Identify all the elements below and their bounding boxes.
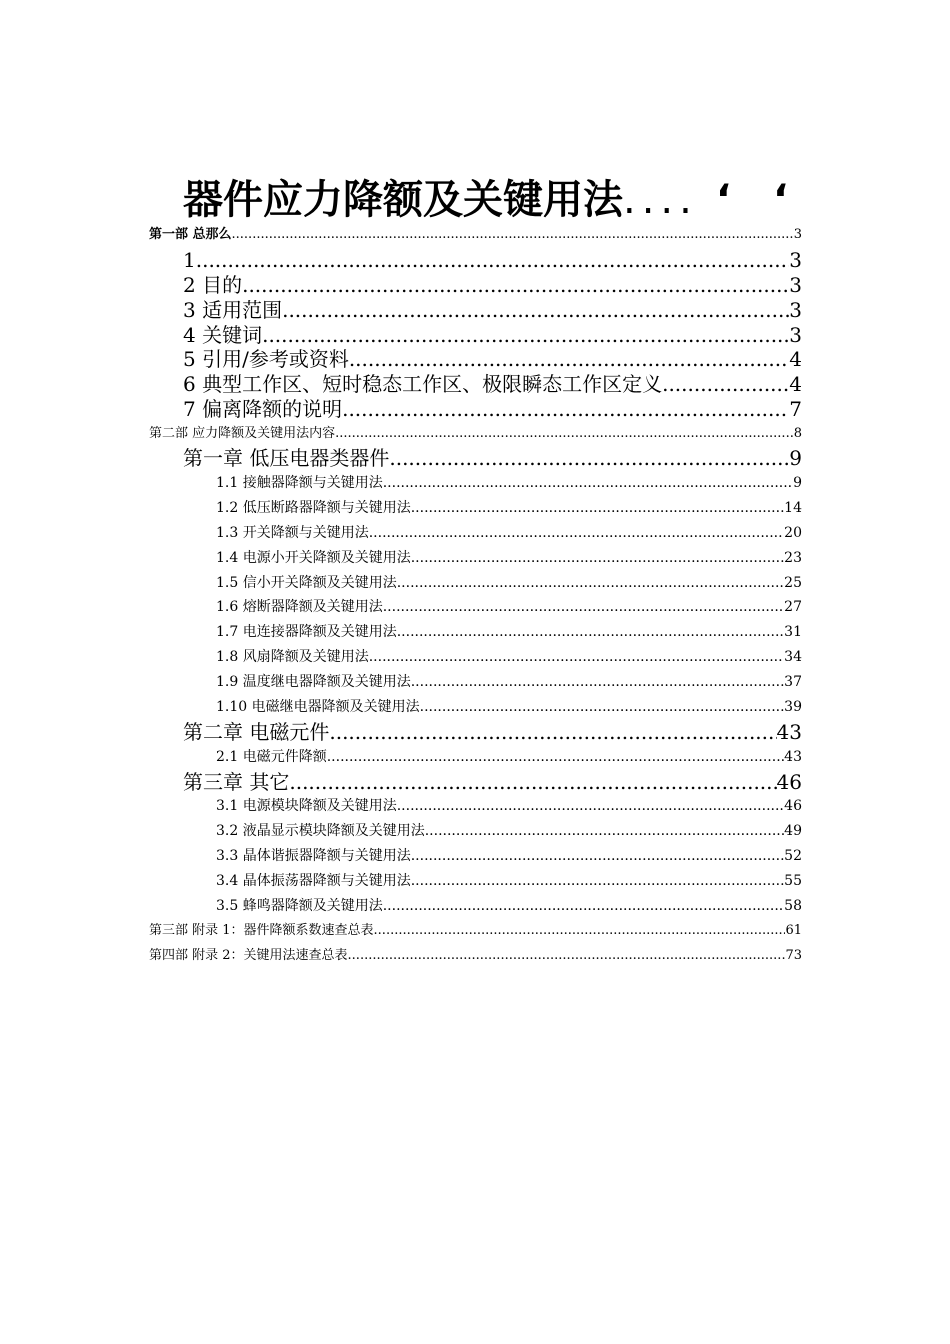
toc-entry[interactable] [216,897,802,915]
toc-entry-title: 1.7 电连接器降额及关键用法 [216,624,397,640]
toc-entry[interactable] [216,698,802,716]
toc-dot-leader [196,248,790,272]
toc-dot-leader [262,323,789,347]
toc-entry-title: 第一部 总那么 [149,227,232,242]
toc-page-number: 37 [784,674,802,690]
toc-entry-title: 4 关键词 [183,323,263,347]
toc-entry[interactable] [149,948,802,964]
toc-entry-title: 第三部 附录 1：器件降额系数速查总表 [149,923,374,938]
toc-entry[interactable] [183,248,802,272]
toc-entry[interactable] [216,549,802,567]
toc-dot-leader [282,298,789,322]
toc-page-number: 4 [789,372,802,396]
toc-entry-title: 1.10 电磁继电器降额及关键用法 [216,699,420,715]
toc-entry-title: 3.1 电源模块降额及关键用法 [216,798,397,814]
toc-page-number: 23 [784,550,802,566]
toc-dot-leader [411,673,784,691]
toc-dot-leader [348,948,786,964]
toc-page-number: 3 [789,248,802,272]
toc-entry[interactable] [216,574,802,592]
toc-entry-title: 3.4 晶体振荡器降额与关键用法 [216,873,411,889]
toc-entry[interactable] [183,298,802,322]
toc-dot-leader [425,822,784,840]
toc-entry-title: 第一章 低压电器类器件 [183,446,390,470]
toc-entry[interactable] [216,474,802,492]
toc-page-number: 14 [784,500,802,516]
toc-dot-leader [369,648,784,666]
toc-dot-leader [383,897,784,915]
toc-entry-title: 3.2 液晶显示模块降额及关键用法 [216,823,425,839]
toc-entry-title: 1.8 风扇降额及关键用法 [216,649,369,665]
toc-page-number: 3 [789,273,802,297]
toc-entry[interactable] [216,499,802,517]
document-title [183,172,823,228]
toc-entry-title: 2 目的 [183,273,243,297]
toc-entry[interactable] [216,524,802,542]
toc-page-number: 34 [784,649,802,665]
toc-entry[interactable] [183,323,802,347]
toc-entry[interactable] [216,623,802,641]
toc-dot-leader [242,273,789,297]
toc-page-number: 3 [793,227,802,242]
toc-entry[interactable] [183,770,802,794]
toc-page-number: 9 [793,475,802,491]
toc-dot-leader [383,474,793,492]
toc-entry[interactable] [216,748,802,766]
toc-page-number: 3 [789,298,802,322]
toc-entry-title: 1.9 温度继电器降额及关键用法 [216,674,411,690]
toc-dot-leader [389,446,789,470]
toc-dot-leader [411,872,784,890]
toc-dot-leader [397,574,784,592]
toc-entry-title: 1.2 低压断路器降额与关键用法 [216,500,411,516]
toc-page-number: 52 [784,848,802,864]
toc-dot-leader [662,372,789,396]
toc-entry-title: 3.3 晶体谐振器降额与关键用法 [216,848,411,864]
title-dots: .... [623,177,698,223]
toc-dot-leader [342,397,789,421]
toc-dot-leader [329,720,776,744]
toc-page-number: 31 [784,624,802,640]
toc-entry[interactable] [216,847,802,865]
toc-dot-leader [349,347,789,371]
toc-dot-leader [397,623,784,641]
toc-entry[interactable] [183,347,802,371]
toc-entry-title: 1.1 接触器降额与关键用法 [216,475,383,491]
toc-dot-leader [369,524,784,542]
toc-page-number: 7 [789,397,802,421]
toc-page-number: 20 [784,525,802,541]
toc-dot-leader [411,847,784,865]
toc-entry[interactable] [149,227,802,243]
toc-page-number: 3 [789,323,802,347]
toc-entry-title: 6 典型工作区、短时稳态工作区、极限瞬态工作区定义 [183,372,663,396]
toc-page-number: 4 [789,347,802,371]
toc-dot-leader [411,499,784,517]
toc-entry-title: 1 [183,248,196,272]
toc-entry[interactable] [183,397,802,421]
toc-entry[interactable] [216,598,802,616]
toc-page-number: 73 [785,948,802,963]
title-text: 器件应力降额及关键用法 [183,177,623,223]
toc-page-number: 46 [784,798,802,814]
toc-entry[interactable] [183,446,802,470]
toc-entry[interactable] [216,673,802,691]
toc-entry-title: 3 适用范围 [183,298,283,322]
toc-page-number: 46 [776,770,802,794]
toc-page-number: 55 [784,873,802,889]
toc-page-number: 9 [789,446,802,470]
toc-entry[interactable] [216,797,802,815]
toc-page-number: 8 [793,426,802,441]
toc-dot-leader [232,227,794,243]
toc-entry[interactable] [149,426,802,442]
toc-page-number: 43 [776,720,802,744]
toc-entry[interactable] [149,923,802,939]
toc-entry-title: 1.5 信小开关降额及关键用法 [216,575,397,591]
toc-entry[interactable] [183,720,802,744]
toc-page-number: 39 [784,699,802,715]
toc-dot-leader [420,698,785,716]
toc-page-number: 25 [784,575,802,591]
toc-dot-leader [374,923,786,939]
toc-page-number: 49 [784,823,802,839]
toc-dot-leader [327,748,784,766]
toc-entry-title: 5 引用/参考或资料 [183,347,349,371]
toc-dot-leader [411,549,784,567]
toc-page-number: 43 [784,749,802,765]
toc-entry-title: 3.5 蜂鸣器降额及关键用法 [216,898,383,914]
toc-entry[interactable] [216,822,802,840]
toc-entry-title: 第二部 应力降额及关键用法内容 [149,426,336,441]
toc-entry-title: 2.1 电磁元件降额 [216,749,327,765]
toc-entry[interactable] [183,273,802,297]
toc-entry[interactable] [183,372,802,396]
toc-entry[interactable] [216,872,802,890]
toc-dot-leader [335,426,794,442]
toc-page-number: 61 [785,923,802,938]
toc-dot-leader [289,770,776,794]
toc-entry-title: 1.6 熔断器降额及关键用法 [216,599,383,615]
toc-entry-title: 7 偏离降额的说明 [183,397,343,421]
title-quotes: ‘ ‘ [715,177,803,223]
toc-dot-leader [383,598,784,616]
toc-page-number: 27 [784,599,802,615]
toc-entry-title: 第二章 电磁元件 [183,720,330,744]
toc-entry-title: 第三章 其它 [183,770,290,794]
toc-page-number: 58 [784,898,802,914]
toc-dot-leader [397,797,784,815]
toc-entry[interactable] [216,648,802,666]
toc-entry-title: 1.3 开关降额与关键用法 [216,525,369,541]
toc-entry-title: 第四部 附录 2：关键用法速查总表 [149,948,348,963]
toc-entry-title: 1.4 电源小开关降额及关键用法 [216,550,411,566]
